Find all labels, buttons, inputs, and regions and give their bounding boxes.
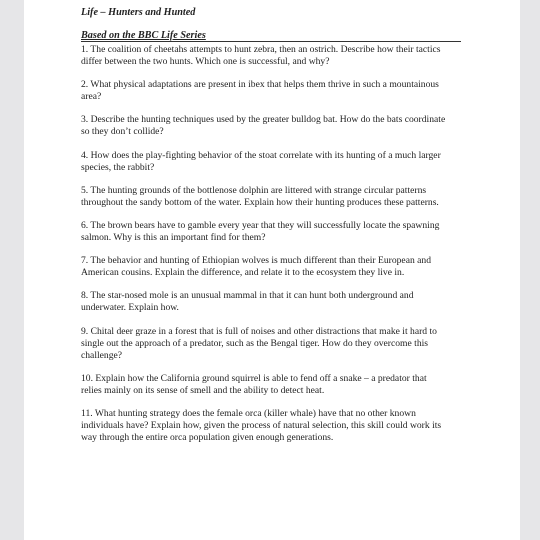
question-3: 3. Describe the hunting techniques used by the greater bulldog bat. How do the bats coordinate so they don’t collide? — [81, 114, 446, 138]
document-content — [81, 6, 479, 455]
question-5: 5. The hunting grounds of the bottlenose dolphin are littered with strange circular patterns throughout the sandy bottom of the water. Explain how their hunting produces these patterns. — [81, 184, 439, 208]
document-subtitle: Based on the BBC Life Series — [81, 30, 206, 41]
question-6: 6. The brown bears have to gamble every year that they will successfully locate the spawning salmon. Why is this an important find for them? — [81, 219, 440, 244]
question-list — [81, 44, 479, 444]
question-1: 1. The coalition of cheetahs attempts to hunt zebra, then an ostrich. Describe how their tactics differ between the two hunts. Which one is successful, and why? — [81, 44, 441, 68]
question-11: 11. What hunting strategy does the female orca (killer whale) have that no other known individuals have? Explain how, given the process of natural selection, this skill could work its way through the entire orca population given enough generations. — [81, 407, 442, 444]
document-title: Life – Hunters and Hunted — [81, 7, 196, 18]
question-10: 10. Explain how the California ground squirrel is able to fend off a snake – a predator that relies mainly on its sense of smell and the ability to detect heat. — [81, 372, 427, 396]
document-page — [24, 0, 520, 540]
question-2: 2. What physical adaptations are present in ibex that helps them thrive in such a mountainous area? — [81, 79, 439, 103]
question-9: 9. Chital deer graze in a forest that is full of noises and other distractions that make it hard to single out the approach of a predator, such as the Bengal tiger. How do they overcome this challenge? — [81, 325, 437, 361]
question-4: 4. How does the play-fighting behavior of the stoat correlate with its hunting of a much larger species, the rabbit? — [81, 149, 441, 173]
question-8: 8. The star-nosed mole is an unusual mammal in that it can hunt both underground and underwater. Explain how. — [81, 290, 414, 314]
question-7: 7. The behavior and hunting of Ethiopian wolves is much different than their European and American cousins. Explain the difference, and relate it to the ecosystem they live in. — [81, 255, 431, 279]
